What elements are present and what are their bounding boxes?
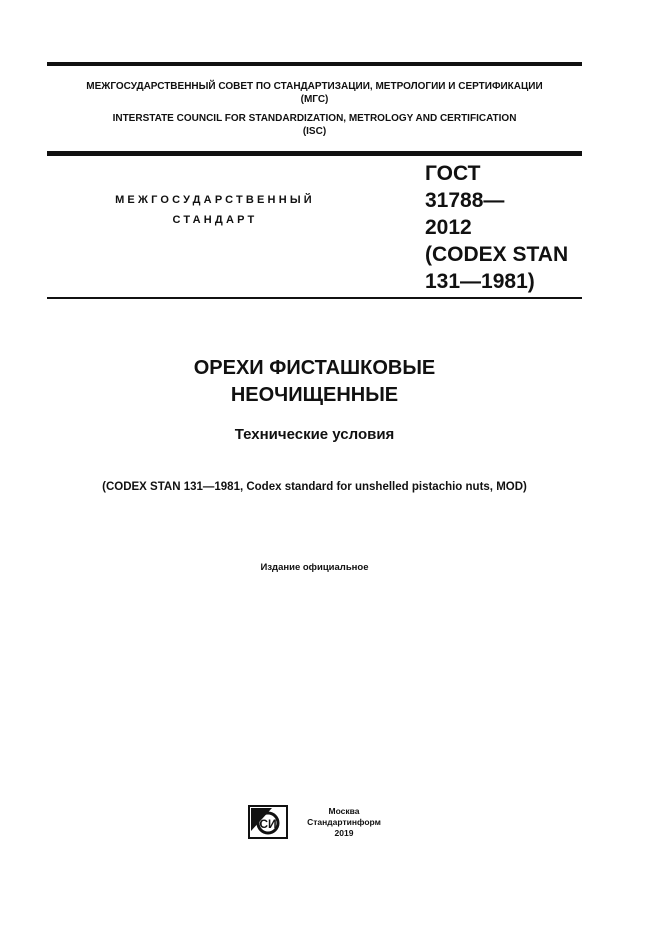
publisher-city: Москва <box>328 806 360 816</box>
standard-kind-line1: МЕЖГОСУДАРСТВЕННЫЙ <box>115 194 315 206</box>
standartinform-logo-icon <box>248 805 288 839</box>
svg-text:СИ: СИ <box>259 817 277 831</box>
designation-line3: 2012 <box>425 216 472 239</box>
council-en <box>47 112 582 138</box>
council-ru-abbr: (МГС) <box>300 94 329 105</box>
council-ru <box>47 80 582 106</box>
standard-kind-line2: СТАНДАРТ <box>172 214 258 226</box>
designation-line2: 31788— <box>425 189 505 212</box>
designation-line4: (CODEX STAN <box>425 243 569 266</box>
designation-line5: 131—1981) <box>425 270 535 293</box>
modification-note: (CODEX STAN 131—1981, Codex standard for unshelled pistachio nuts, MOD) <box>102 481 527 493</box>
document-title <box>47 355 582 409</box>
council-en-name: INTERSTATE COUNCIL FOR STANDARDIZATION, METROLOGY AND CERTIFICATION <box>112 113 517 124</box>
bottom-rule <box>47 297 582 299</box>
middle-rule <box>47 151 582 156</box>
title-line1: ОРЕХИ ФИСТАШКОВЫЕ <box>193 357 436 379</box>
publisher-year: 2019 <box>334 828 354 838</box>
council-ru-name: МЕЖГОСУДАРСТВЕННЫЙ СОВЕТ ПО СТАНДАРТИЗАЦИИ, МЕТРОЛОГИИ И СЕРТИФИКАЦИИ <box>86 81 543 92</box>
publisher-name: Стандартинформ <box>307 817 381 827</box>
council-en-abbr: (ISC) <box>302 126 327 137</box>
designation-line1: ГОСТ <box>425 162 481 185</box>
top-rule <box>47 62 582 66</box>
document-subtitle: Технические условия <box>234 426 395 443</box>
standard-kind <box>70 190 360 230</box>
title-line2: НЕОЧИЩЕННЫЕ <box>230 384 399 406</box>
publisher-block <box>294 806 394 839</box>
standard-designation <box>425 160 568 295</box>
edition-note: Издание официальное <box>260 562 369 573</box>
